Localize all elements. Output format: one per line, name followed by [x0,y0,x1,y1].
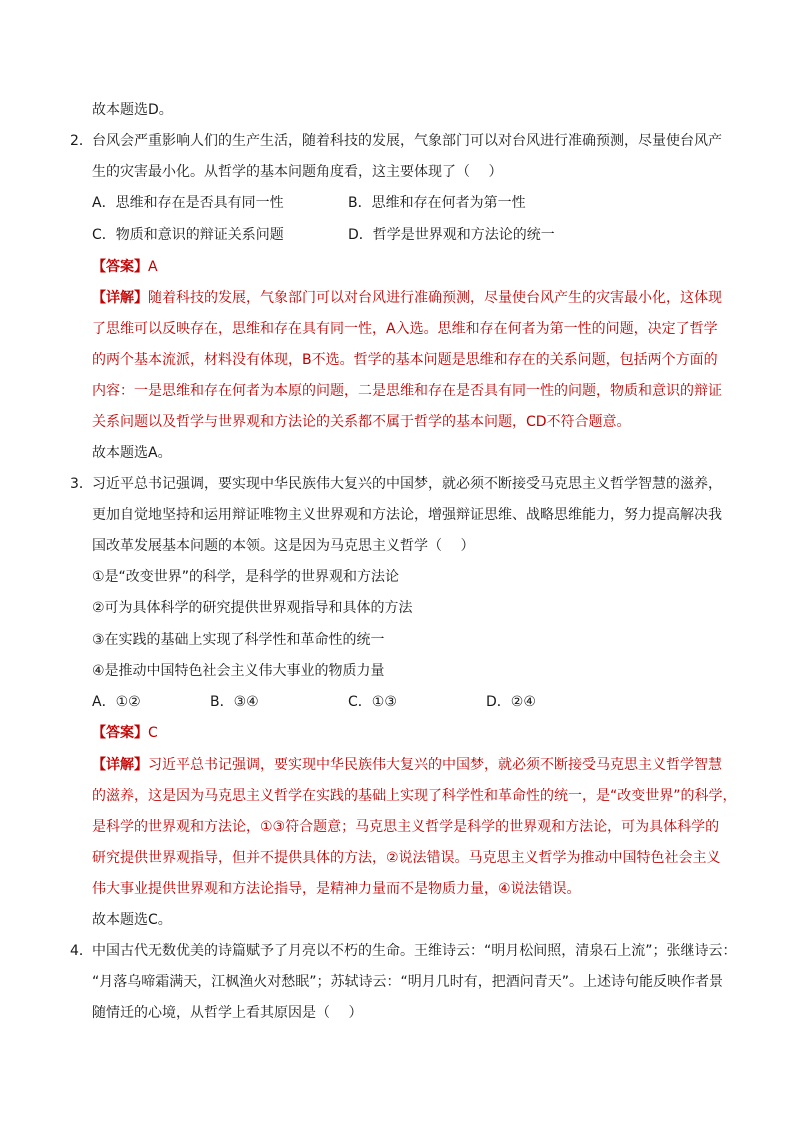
q3-option-d: D．②④ [486,694,536,710]
q2-conclusion: 故本题选A。 [92,445,172,461]
q3-option-a: A．①② [92,694,141,710]
q3-explain-tag: 【详解】 [92,757,148,773]
q2-option-d: D．哲学是世界观和方法论的统一 [348,227,555,243]
q2-answer-value: A [148,259,158,275]
q3-statement-1: ①是“改变世界”的科学，是科学的世界观和方法论 [92,569,400,585]
q3-number: 3． [70,476,93,492]
q3-explain-line-1 [92,755,722,775]
q1-conclusion: 故本题选D。 [92,102,173,118]
q3-answer [92,723,158,743]
q2-explain-line-5: 关系问题以及哲学与世界观和方法论的关系都不属于哲学的基本问题，CD不符合题意。 [92,414,631,430]
q2-stem-line-1: 台风会严重影响人们的生产生活，随着科技的发展，气象部门可以对台风进行准确预测，尽量使台风产 [92,133,722,149]
q3-statement-4: ④是推动中国特色社会主义伟大事业的物质力量 [92,663,385,679]
q4-stem-line-2: “月落乌啼霜满天，江枫渔火对愁眠”；苏轼诗云：“明月几时有，把酒问青天”。上述诗句能反映作者景 [92,974,724,990]
q3-option-c: C．①③ [348,694,397,710]
q3-answer-value: C [148,725,158,741]
q2-stem-line-2: 生的灾害最小化。从哲学的基本问题角度看，这主要体现了（ ） [92,164,503,180]
q3-explain-line-2: 的滋养，这是因为马克思主义哲学在实践的基础上实现了科学性和革命性的统一，是“改变世界”的科学， [92,788,737,804]
q2-explain-line-3: 的两个基本流派，材料没有体现，B不选。哲学的基本问题是思维和存在的关系问题，包括两个方面的 [92,352,718,368]
q2-explain-text-1: 随着科技的发展，气象部门可以对台风进行准确预测，尽量使台风产生的灾害最小化，这体现 [148,290,722,306]
q2-option-c: C．物质和意识的辩证关系问题 [92,227,284,243]
q4-stem-line-1: 中国古代无数优美的诗篇赋予了月亮以不朽的生命。王维诗云：“明月松间照，清泉石上流”；张继诗云： [92,943,737,959]
q3-stem-line-1: 习近平总书记强调，要实现中华民族伟大复兴的中国梦，就必须不断接受马克思主义哲学智慧的滋养， [92,476,722,492]
q2-explain-line-1 [92,288,722,308]
q3-conclusion: 故本题选C。 [92,912,172,928]
q3-explain-line-3: 是科学的世界观和方法论，①③符合题意；马克思主义哲学是科学的世界观和方法论，可为具体科学的 [92,819,720,835]
q2-explain-line-2: 了思维可以反映存在，思维和存在具有同一性，A入选。思维和存在何者为第一性的问题，决定了哲学 [92,321,718,337]
q2-option-b: B．思维和存在何者为第一性 [348,195,526,211]
q2-explain-line-4: 内容：一是思维和存在何者为本原的问题，二是思维和存在是否具有同一性的问题，物质和意识的辩证 [92,383,722,399]
q3-answer-tag: 【答案】 [92,725,148,741]
q2-answer [92,257,158,277]
q3-option-b: B．③④ [210,694,259,710]
q3-statement-3: ③在实践的基础上实现了科学性和革命性的统一 [92,632,385,648]
q4-number: 4． [70,943,93,959]
q3-explain-line-4: 研究提供世界观指导，但并不提供具体的方法，②说法错误。马克思主义哲学为推动中国特色社会主义 [92,850,721,866]
q3-explain-line-5: 伟大事业提供世界观和方法论指导，是精神力量而不是物质力量，④说法错误。 [92,881,581,897]
q3-explain-text-1: 习近平总书记强调，要实现中华民族伟大复兴的中国梦，就必须不断接受马克思主义哲学智慧 [148,757,722,773]
q2-option-a: A．思维和存在是否具有同一性 [92,195,284,211]
q2-answer-tag: 【答案】 [92,259,148,275]
q2-explain-tag: 【详解】 [92,290,148,306]
q3-statement-2: ②可为具体科学的研究提供世界观指导和具体的方法 [92,600,413,616]
q3-stem-line-2: 更加自觉地坚持和运用辩证唯物主义世界观和方法论，增强辩证思维、战略思维能力，努力提高解决我 [92,507,722,523]
q3-stem-line-3: 国改革发展基本问题的本领。这是因为马克思主义哲学（ ） [92,538,475,554]
q2-number: 2． [70,133,93,149]
q4-stem-line-3: 随情迁的心境，从哲学上看其原因是（ ） [92,1005,363,1021]
